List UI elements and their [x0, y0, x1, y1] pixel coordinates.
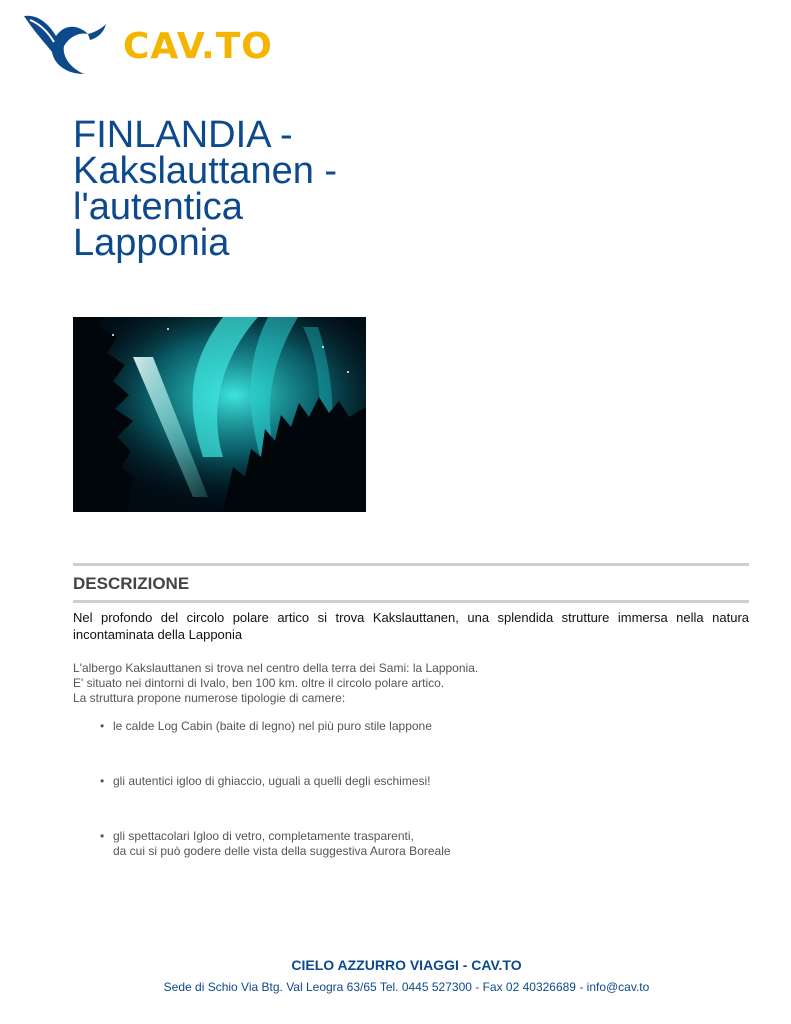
list-item-text: gli autentici igloo di ghiaccio, uguali a quelli degli eschimesi!	[113, 774, 431, 788]
list-item-text: gli spettacolari Igloo di vetro, completamente trasparenti,	[113, 829, 414, 843]
list-item-text: le calde Log Cabin (baite di legno) nel più puro stile lappone	[113, 719, 432, 733]
footer-contact-line: Sede di Schio Via Btg. Val Leogra 63/65 Tel. 0445 527300 - Fax 02 40326689 - info@cav.to	[163, 980, 650, 994]
swallow-bird-logo-icon	[22, 10, 112, 80]
title-line: l'autentica	[73, 186, 243, 228]
list-item-text: da cui si può godere delle vista della suggestiva Aurora Boreale	[113, 844, 451, 858]
bullet-icon: •	[100, 719, 105, 733]
title-line: FINLANDIA -	[73, 114, 293, 156]
page-title	[73, 114, 393, 264]
bullet-icon: •	[100, 774, 105, 788]
body-line: L'albergo Kakslauttanen si trova nel centro della terra dei Sami: la Lapponia.	[73, 661, 479, 675]
lead-paragraph: Nel profondo del circolo polare artico si trova Kakslauttanen, una splendida strutture immersa nella natura incontaminata della Lapponia	[73, 610, 749, 642]
title-line: Kakslauttanen -	[73, 150, 338, 192]
body-line: La struttura propone numerose tipologie di camere:	[73, 691, 346, 705]
divider	[73, 600, 749, 603]
aurora-photo	[73, 317, 366, 512]
body-line: E' situato nei dintorni di Ivalo, ben 100 km. oltre il circolo polare artico.	[73, 676, 445, 690]
footer-company-name: CIELO AZZURRO VIAGGI - CAV.TO	[291, 957, 522, 973]
brand-name: CAV.TO	[123, 26, 273, 67]
body-text	[73, 661, 749, 706]
section-heading: DESCRIZIONE	[73, 574, 190, 593]
bullet-icon: •	[100, 829, 105, 843]
description-section	[73, 563, 749, 603]
header-logo[interactable]	[22, 10, 273, 80]
title-line: Lapponia	[73, 222, 230, 264]
